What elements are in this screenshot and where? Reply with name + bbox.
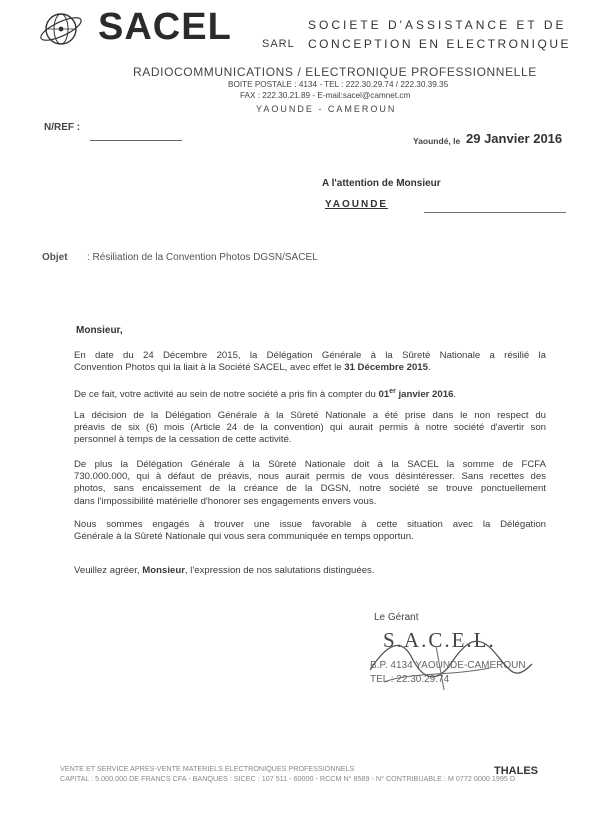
legal-form: SARL: [262, 38, 295, 50]
paragraph-line: Générale à la Sûreté Nationale qui vous sera communiquée en temps opportun.: [74, 531, 414, 543]
company-stamp-line: TEL : 22.30.29.74: [370, 674, 450, 685]
paragraph-termination: [74, 350, 546, 374]
postal-address: BOITE POSTALE : 4134 - TEL : 222.30.29.74 / 222.30.39.35: [228, 80, 449, 89]
company-city: YAOUNDE - CAMEROUN: [256, 104, 397, 114]
tagline-line-1: SOCIETE D'ASSISTANCE ET DE: [308, 18, 567, 32]
paragraph-line: photos, sans encaissement de la créance de la DGSN, notre société se trouve ponctuellement: [74, 483, 546, 495]
tagline-line-2: CONCEPTION EN ELECTRONIQUE: [308, 37, 572, 51]
ordinal-suffix: er: [389, 388, 396, 395]
effective-date: 31 Décembre 2015: [344, 362, 428, 374]
company-stamp-line: B.P. 4134 YAOUNDE-CAMEROUN: [370, 660, 526, 671]
paragraph-line: [74, 565, 546, 577]
partner-logo: THALES: [494, 765, 538, 777]
reference-underline: [90, 140, 182, 141]
paragraph-line: En date du 24 Décembre 2015, la Délégation Générale à la Sûreté Nationale a résilié la: [74, 350, 546, 361]
brand-name: SACEL: [98, 6, 232, 48]
paragraph-line: La décision de la Délégation Générale à la Sûreté Nationale a été prise dans le non respect du: [74, 410, 546, 421]
text-run: De ce fait, votre activité au sein de notre société a pris fin à compter du: [74, 389, 379, 401]
salutation: Monsieur,: [76, 325, 123, 336]
date-prefix: Yaoundé, le: [413, 136, 461, 146]
paragraph-line: [74, 386, 546, 401]
paragraph-line: personnel à temps de la cessation de cette activité.: [74, 434, 292, 446]
recipient-attention: A l'attention de Monsieur: [322, 178, 441, 189]
recipient-city: YAOUNDE: [325, 199, 389, 210]
text-run: Veuillez agréer,: [74, 565, 143, 576]
globe-logo-icon: [36, 10, 86, 48]
footer-legal: CAPITAL : 5.000.000 DE FRANCS CFA - BANQUES : SICEC : 107 511 - 60000 - RCCM N° 8589 - N° CONTRIBUABLE : M 0772 0000 1995 D: [60, 774, 516, 783]
signatory-title: Le Gérant: [374, 612, 419, 623]
paragraph-line: [74, 362, 546, 374]
paragraph-commitment: [74, 519, 546, 543]
closing-addressee: Monsieur: [142, 565, 185, 576]
text-run: Convention Photos qui la liait à la Société SACEL, avec effet le: [74, 362, 345, 374]
fax-email: FAX : 222.30.21.89 - E-mail:sacel@camnet.cm: [240, 91, 411, 100]
paragraph-line: De plus la Délégation Générale à la Sûreté Nationale doit à la SACEL la somme de FCFA: [74, 459, 546, 470]
footer-services: VENTE ET SERVICE APRES-VENTE MATERIELS ELECTRONIQUES PROFESSIONNELS: [60, 764, 355, 773]
paragraph-closing: [74, 565, 546, 577]
paragraph-end-of-activity: [74, 386, 546, 401]
end-date: janvier 2016: [395, 389, 454, 401]
company-stamp-name: S.A.C.E.L.: [383, 628, 496, 652]
reference-label: N/REF :: [44, 122, 81, 133]
text-run: .: [427, 362, 431, 374]
subject-text: : Résiliation de la Convention Photos DGSN/SACEL: [87, 252, 318, 263]
paragraph-line: Nous sommes engagés à trouver une issue favorable à cette situation avec la Délégation: [74, 519, 546, 530]
letter-date: 29 Janvier 2016: [466, 131, 563, 146]
end-day: 01: [378, 389, 390, 401]
paragraph-line: dans l'impossibilité matérielle d'honorer ses engagements envers vous.: [74, 495, 377, 507]
paragraph-line: préavis de six (6) mois (Article 24 de la convention) qui aurait permis à notre société d'avertir son: [74, 422, 546, 434]
subject-label: Objet: [42, 252, 68, 263]
paragraph-line: 730.000.000, qui à défaut de préavis, nous aurait permis de vous désintéresser. Sans recettes des: [74, 471, 546, 483]
handwritten-signature: [340, 624, 540, 698]
recipient-underline: [424, 212, 566, 213]
text-run: , l'expression de nos salutations distinguées.: [184, 565, 375, 576]
text-run: .: [453, 389, 457, 401]
paragraph-debt: [74, 459, 546, 508]
paragraph-notice: [74, 410, 546, 447]
company-activity: RADIOCOMMUNICATIONS / ELECTRONIQUE PROFESSIONNELLE: [133, 65, 537, 79]
